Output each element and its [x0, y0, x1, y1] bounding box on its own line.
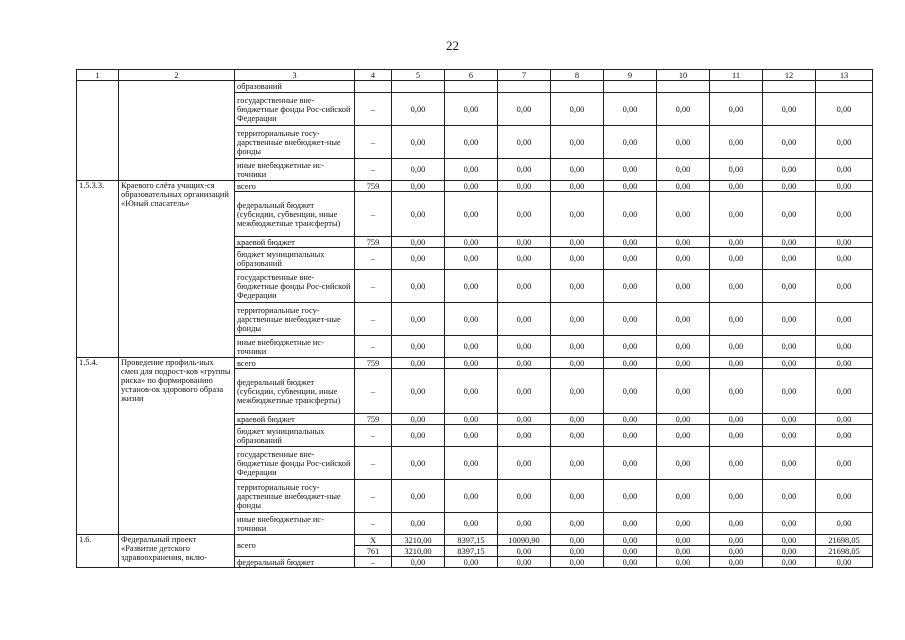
value-cell: 0,00	[763, 557, 816, 568]
value-cell: 0,00	[498, 414, 551, 425]
value-cell: 0,00	[551, 546, 604, 557]
value-cell: 0,00	[445, 414, 498, 425]
grbs-code-cell: 759	[355, 358, 392, 369]
value-cell: 0,00	[816, 270, 873, 303]
value-cell: 0,00	[551, 126, 604, 159]
funding-source-cell: федеральный бюджет (субсидии, субвенции, иные межбюджетные трансферты)	[235, 192, 355, 237]
funding-source-cell: иные внебюджетные ис-точники	[235, 336, 355, 358]
value-cell: 0,00	[445, 480, 498, 513]
value-cell: 0,00	[657, 159, 710, 181]
value-cell	[551, 81, 604, 93]
table-row	[77, 81, 873, 93]
value-cell: 0,00	[657, 447, 710, 480]
value-cell: 0,00	[604, 480, 657, 513]
value-cell: 8397,15	[445, 535, 498, 546]
funding-source-cell: бюджет муниципальных образований	[235, 248, 355, 270]
value-cell: 0,00	[498, 126, 551, 159]
value-cell: 0,00	[445, 336, 498, 358]
value-cell: 0,00	[551, 248, 604, 270]
value-cell: 0,00	[763, 480, 816, 513]
value-cell: 0,00	[445, 126, 498, 159]
grbs-code-cell: –	[355, 159, 392, 181]
value-cell: 0,00	[816, 414, 873, 425]
value-cell: 0,00	[763, 513, 816, 535]
header-cell: 7	[498, 70, 551, 81]
value-cell: 0,00	[604, 93, 657, 126]
value-cell: 0,00	[816, 159, 873, 181]
value-cell: 0,00	[392, 414, 445, 425]
funding-source-cell: федеральный бюджет	[235, 557, 355, 568]
value-cell: 0,00	[763, 181, 816, 192]
value-cell: 0,00	[551, 425, 604, 447]
value-cell: 0,00	[657, 248, 710, 270]
value-cell: 0,00	[710, 93, 763, 126]
value-cell: 0,00	[657, 358, 710, 369]
value-cell: 0,00	[551, 369, 604, 414]
value-cell: 0,00	[604, 181, 657, 192]
value-cell: 0,00	[657, 425, 710, 447]
value-cell: 0,00	[604, 336, 657, 358]
value-cell: 0,00	[710, 369, 763, 414]
item-name-cell: Краевого слёта учащих-ся образовательных организаций «Юный спасатель»	[119, 181, 235, 358]
value-cell: 0,00	[445, 237, 498, 248]
grbs-code-cell: 759	[355, 237, 392, 248]
value-cell: 0,00	[392, 557, 445, 568]
header-cell: 3	[235, 70, 355, 81]
value-cell: 0,00	[551, 447, 604, 480]
value-cell: 0,00	[710, 414, 763, 425]
value-cell: 0,00	[816, 237, 873, 248]
value-cell: 0,00	[816, 126, 873, 159]
value-cell: 0,00	[445, 248, 498, 270]
value-cell: 0,00	[816, 248, 873, 270]
funding-source-cell: краевой бюджет	[235, 237, 355, 248]
table-row	[77, 358, 873, 369]
value-cell: 0,00	[657, 414, 710, 425]
value-cell: 0,00	[498, 358, 551, 369]
value-cell: 0,00	[392, 237, 445, 248]
grbs-code-cell: –	[355, 336, 392, 358]
value-cell	[763, 81, 816, 93]
grbs-code-cell: –	[355, 248, 392, 270]
grbs-code-cell: 761	[355, 546, 392, 557]
value-cell: 0,00	[604, 237, 657, 248]
value-cell: 0,00	[445, 557, 498, 568]
funding-source-cell: государственные вне-бюджетные фонды Рос-сийской Федерации	[235, 270, 355, 303]
value-cell: 0,00	[604, 447, 657, 480]
value-cell: 0,00	[392, 248, 445, 270]
value-cell: 0,00	[498, 159, 551, 181]
value-cell: 0,00	[816, 192, 873, 237]
value-cell: 0,00	[763, 303, 816, 336]
value-cell: 0,00	[657, 480, 710, 513]
value-cell: 0,00	[710, 447, 763, 480]
value-cell: 0,00	[710, 126, 763, 159]
value-cell: 0,00	[710, 159, 763, 181]
value-cell: 0,00	[816, 480, 873, 513]
value-cell: 0,00	[816, 336, 873, 358]
value-cell: 0,00	[392, 181, 445, 192]
value-cell: 0,00	[604, 513, 657, 535]
value-cell: 0,00	[710, 248, 763, 270]
value-cell: 0,00	[551, 557, 604, 568]
value-cell: 0,00	[657, 126, 710, 159]
value-cell: 0,00	[604, 159, 657, 181]
value-cell: 0,00	[392, 425, 445, 447]
table-row	[77, 535, 873, 546]
value-cell: 0,00	[657, 546, 710, 557]
value-cell: 0,00	[710, 546, 763, 557]
funding-source-cell: территориальные госу-дарственные внебюджет-ные фонды	[235, 126, 355, 159]
value-cell: 0,00	[763, 414, 816, 425]
value-cell: 0,00	[551, 270, 604, 303]
value-cell	[392, 81, 445, 93]
grbs-code-cell: –	[355, 126, 392, 159]
value-cell: 0,00	[498, 369, 551, 414]
header-cell: 8	[551, 70, 604, 81]
value-cell	[445, 81, 498, 93]
funding-source-cell: краевой бюджет	[235, 414, 355, 425]
table-row	[77, 181, 873, 192]
value-cell: 0,00	[604, 425, 657, 447]
funding-source-cell: иные внебюджетные ис-точники	[235, 159, 355, 181]
value-cell: 0,00	[710, 270, 763, 303]
funding-source-cell: всего	[235, 535, 355, 557]
value-cell	[657, 81, 710, 93]
value-cell: 0,00	[498, 513, 551, 535]
value-cell	[498, 81, 551, 93]
page-number: 22	[446, 38, 459, 53]
item-code-cell	[77, 81, 119, 181]
funding-source-cell: образований	[235, 81, 355, 93]
value-cell: 0,00	[816, 358, 873, 369]
header-row	[77, 70, 873, 81]
value-cell: 0,00	[604, 535, 657, 546]
value-cell: 0,00	[763, 270, 816, 303]
value-cell: 0,00	[498, 480, 551, 513]
header-cell: 11	[710, 70, 763, 81]
value-cell: 0,00	[498, 181, 551, 192]
value-cell: 0,00	[445, 181, 498, 192]
value-cell: 0,00	[498, 557, 551, 568]
value-cell: 0,00	[604, 303, 657, 336]
grbs-code-cell: X	[355, 535, 392, 546]
grbs-code-cell: –	[355, 369, 392, 414]
value-cell: 0,00	[392, 159, 445, 181]
value-cell: 0,00	[445, 159, 498, 181]
value-cell: 0,00	[657, 303, 710, 336]
value-cell: 0,00	[710, 557, 763, 568]
grbs-code-cell: –	[355, 480, 392, 513]
value-cell: 0,00	[657, 535, 710, 546]
value-cell: 0,00	[445, 303, 498, 336]
value-cell: 0,00	[551, 358, 604, 369]
item-name-cell: Федеральный проект «Развитие детского здравоохранения, вклю-	[119, 535, 235, 568]
value-cell: 0,00	[816, 513, 873, 535]
value-cell: 0,00	[551, 535, 604, 546]
value-cell: 0,00	[445, 358, 498, 369]
value-cell: 0,00	[551, 336, 604, 358]
value-cell: 0,00	[392, 480, 445, 513]
value-cell: 0,00	[551, 414, 604, 425]
grbs-code-cell: –	[355, 425, 392, 447]
grbs-code-cell: 759	[355, 181, 392, 192]
funding-source-cell: иные внебюджетные ис-точники	[235, 513, 355, 535]
value-cell: 0,00	[657, 336, 710, 358]
value-cell: 3210,00	[392, 546, 445, 557]
grbs-code-cell: 759	[355, 414, 392, 425]
value-cell: 0,00	[604, 369, 657, 414]
value-cell: 0,00	[498, 336, 551, 358]
header-cell: 2	[119, 70, 235, 81]
value-cell: 0,00	[710, 181, 763, 192]
value-cell: 0,00	[392, 369, 445, 414]
grbs-code-cell: –	[355, 192, 392, 237]
value-cell: 0,00	[763, 546, 816, 557]
value-cell: 0,00	[604, 270, 657, 303]
grbs-code-cell	[355, 81, 392, 93]
value-cell: 0,00	[763, 93, 816, 126]
value-cell: 0,00	[710, 336, 763, 358]
value-cell: 0,00	[498, 425, 551, 447]
value-cell: 0,00	[392, 447, 445, 480]
value-cell: 0,00	[551, 303, 604, 336]
budget-table	[76, 69, 873, 568]
value-cell: 0,00	[445, 513, 498, 535]
value-cell: 0,00	[816, 303, 873, 336]
value-cell: 0,00	[816, 447, 873, 480]
value-cell: 0,00	[763, 248, 816, 270]
value-cell: 0,00	[392, 93, 445, 126]
value-cell: 0,00	[498, 270, 551, 303]
value-cell: 3210,00	[392, 535, 445, 546]
header-cell: 6	[445, 70, 498, 81]
funding-source-cell: бюджет муниципальных образований	[235, 425, 355, 447]
value-cell: 0,00	[445, 447, 498, 480]
value-cell: 0,00	[763, 447, 816, 480]
item-code-cell: 1.6.	[77, 535, 119, 568]
item-name-cell	[119, 81, 235, 181]
value-cell: 0,00	[763, 425, 816, 447]
value-cell: 0,00	[498, 303, 551, 336]
value-cell	[710, 81, 763, 93]
value-cell: 0,00	[763, 369, 816, 414]
value-cell: 0,00	[392, 270, 445, 303]
value-cell: 0,00	[445, 425, 498, 447]
header-cell: 5	[392, 70, 445, 81]
value-cell: 0,00	[498, 237, 551, 248]
value-cell: 0,00	[816, 93, 873, 126]
value-cell: 8397,15	[445, 546, 498, 557]
funding-source-cell: территориальные госу-дарственные внебюджет-ные фонды	[235, 303, 355, 336]
value-cell: 0,00	[392, 336, 445, 358]
value-cell: 21698,05	[816, 546, 873, 557]
funding-source-cell: всего	[235, 358, 355, 369]
item-code-cell: 1.5.3.3.	[77, 181, 119, 358]
value-cell	[816, 81, 873, 93]
value-cell: 0,00	[710, 303, 763, 336]
header-cell: 10	[657, 70, 710, 81]
value-cell: 0,00	[710, 358, 763, 369]
value-cell: 0,00	[604, 546, 657, 557]
funding-source-cell: всего	[235, 181, 355, 192]
header-cell: 4	[355, 70, 392, 81]
header-cell: 9	[604, 70, 657, 81]
funding-source-cell: территориальные госу-дарственные внебюджет-ные фонды	[235, 480, 355, 513]
value-cell: 0,00	[657, 192, 710, 237]
header-cell: 1	[77, 70, 119, 81]
funding-source-cell: государственные вне-бюджетные фонды Рос-сийской Федерации	[235, 447, 355, 480]
value-cell: 0,00	[392, 303, 445, 336]
value-cell: 0,00	[551, 181, 604, 192]
item-code-cell: 1.5.4.	[77, 358, 119, 535]
value-cell: 0,00	[392, 513, 445, 535]
value-cell: 0,00	[710, 192, 763, 237]
value-cell: 0,00	[498, 546, 551, 557]
grbs-code-cell: –	[355, 303, 392, 336]
value-cell: 0,00	[551, 237, 604, 248]
value-cell: 0,00	[763, 358, 816, 369]
value-cell: 0,00	[498, 447, 551, 480]
value-cell: 0,00	[763, 336, 816, 358]
item-name-cell: Проведение профиль-ных смен для подрост-ков «группы риска» по формированию установ-ок здорового образа жизни	[119, 358, 235, 535]
value-cell: 0,00	[551, 159, 604, 181]
value-cell: 0,00	[657, 93, 710, 126]
value-cell: 0,00	[445, 93, 498, 126]
value-cell: 0,00	[657, 181, 710, 192]
value-cell: 0,00	[445, 369, 498, 414]
grbs-code-cell: –	[355, 513, 392, 535]
value-cell: 0,00	[763, 159, 816, 181]
value-cell: 0,00	[604, 248, 657, 270]
value-cell: 0,00	[710, 237, 763, 248]
value-cell: 0,00	[710, 480, 763, 513]
value-cell: 0,00	[710, 513, 763, 535]
value-cell: 21698,05	[816, 535, 873, 546]
value-cell: 0,00	[710, 535, 763, 546]
value-cell: 0,00	[551, 93, 604, 126]
value-cell: 0,00	[816, 425, 873, 447]
value-cell: 0,00	[657, 557, 710, 568]
value-cell: 0,00	[657, 270, 710, 303]
value-cell: 0,00	[551, 480, 604, 513]
value-cell: 0,00	[604, 557, 657, 568]
value-cell: 0,00	[445, 270, 498, 303]
value-cell: 0,00	[657, 513, 710, 535]
value-cell: 0,00	[392, 192, 445, 237]
value-cell: 0,00	[604, 358, 657, 369]
value-cell: 0,00	[763, 126, 816, 159]
value-cell: 0,00	[816, 557, 873, 568]
value-cell: 10090,90	[498, 535, 551, 546]
value-cell: 0,00	[604, 126, 657, 159]
value-cell: 0,00	[392, 358, 445, 369]
value-cell: 0,00	[551, 513, 604, 535]
value-cell: 0,00	[392, 126, 445, 159]
value-cell: 0,00	[551, 192, 604, 237]
value-cell: 0,00	[604, 414, 657, 425]
value-cell: 0,00	[445, 192, 498, 237]
grbs-code-cell: –	[355, 93, 392, 126]
funding-source-cell: государственные вне-бюджетные фонды Рос-сийской Федерации	[235, 93, 355, 126]
value-cell: 0,00	[816, 181, 873, 192]
value-cell: 0,00	[710, 425, 763, 447]
value-cell: 0,00	[763, 192, 816, 237]
funding-source-cell: федеральный бюджет (субсидии, субвенции, иные межбюджетные трансферты)	[235, 369, 355, 414]
value-cell: 0,00	[604, 192, 657, 237]
grbs-code-cell: –	[355, 447, 392, 480]
value-cell: 0,00	[657, 369, 710, 414]
header-cell: 13	[816, 70, 873, 81]
grbs-code-cell: –	[355, 557, 392, 568]
value-cell: 0,00	[498, 93, 551, 126]
grbs-code-cell: –	[355, 270, 392, 303]
value-cell: 0,00	[498, 192, 551, 237]
header-cell: 12	[763, 70, 816, 81]
value-cell: 0,00	[816, 369, 873, 414]
value-cell: 0,00	[763, 535, 816, 546]
value-cell	[604, 81, 657, 93]
value-cell: 0,00	[498, 248, 551, 270]
value-cell: 0,00	[763, 237, 816, 248]
value-cell: 0,00	[657, 237, 710, 248]
